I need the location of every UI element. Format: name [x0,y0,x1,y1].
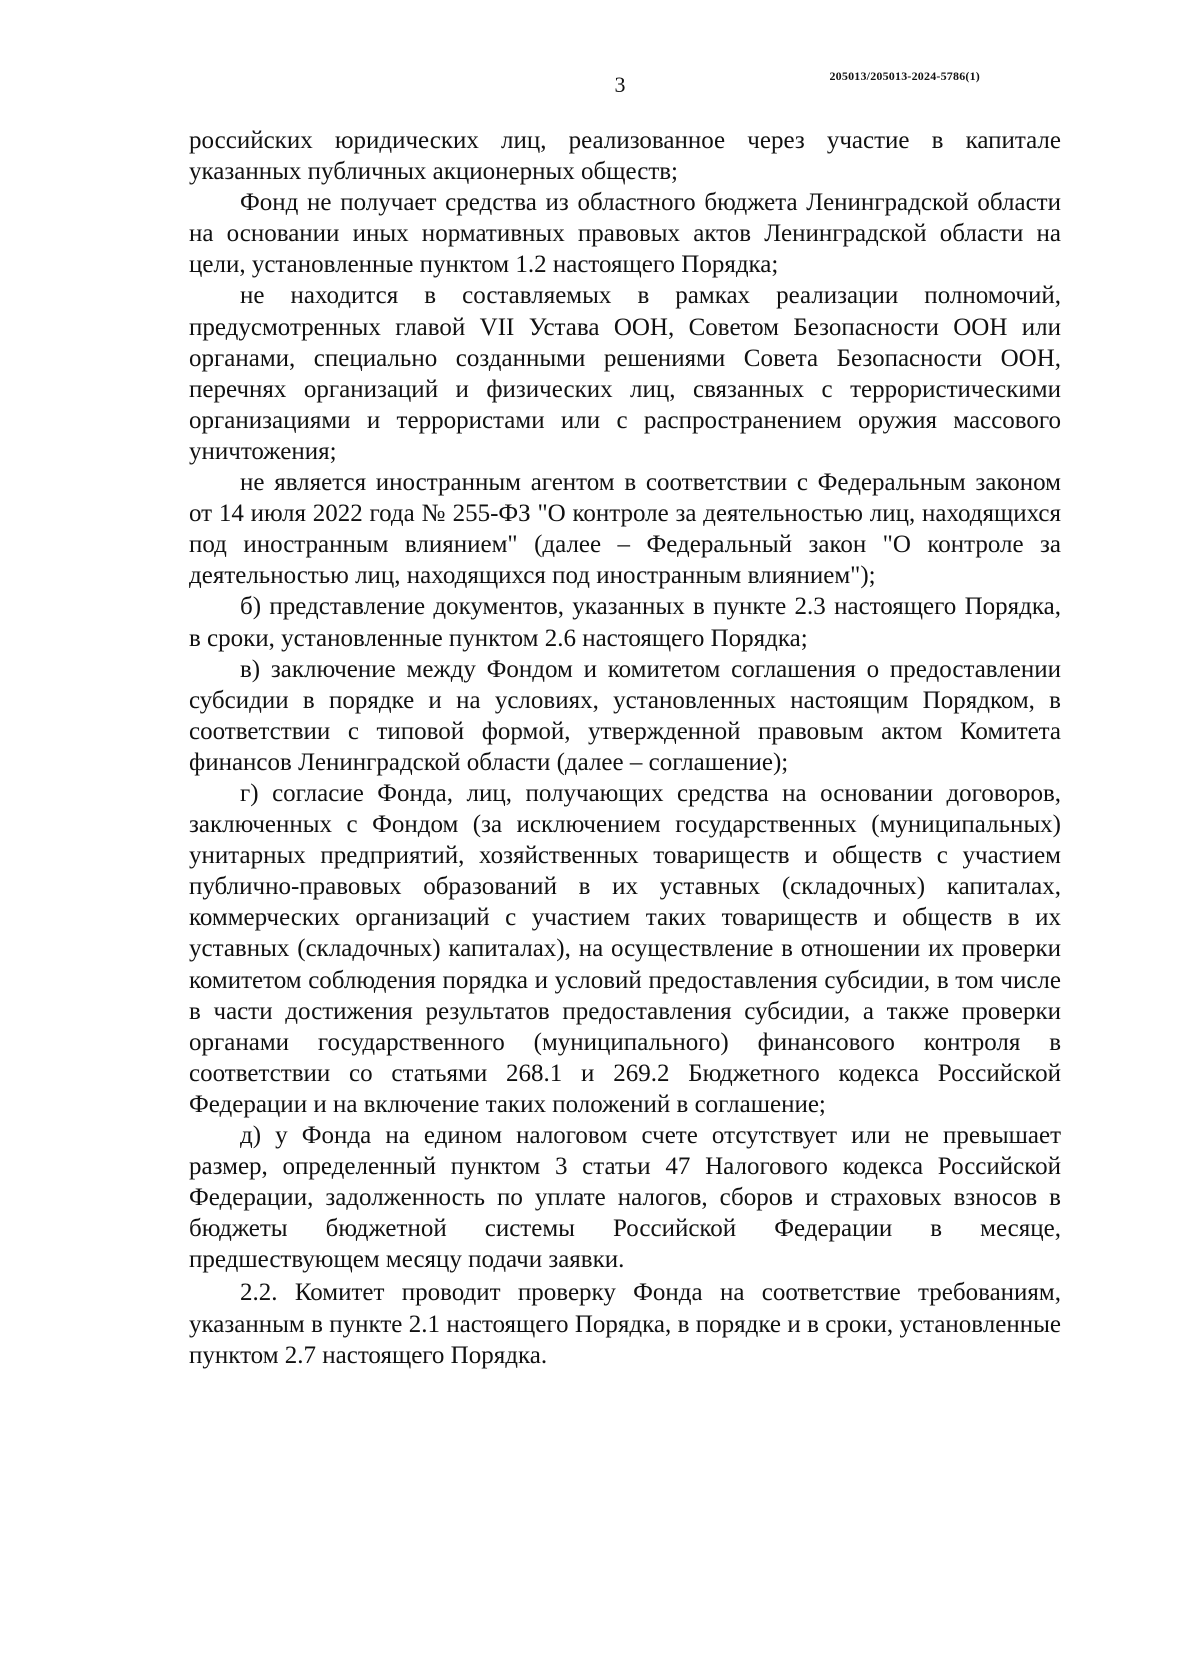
page-number: 3 [614,72,626,97]
paragraph-item-b: б) представление документов, указанных в пункте 2.3 настоящего Порядка, в сроки, установленные пунктом 2.6 настоящего Порядка; [189,593,1061,652]
paragraph-item-d: д) у Фонда на едином налоговом счете отсутствует или не превышает размер, определенный пунктом 3 статьи 47 Налогового кодекса Российской Федерации, задолженность по уплате налогов, сборов и страховых взносов в бюджеты бюджетной системы Российской Федерации в месяце, предшествующем месяцу подачи заявки. [189,1122,1061,1274]
paragraph-foreign-agent: не является иностранным агентом в соответствии с Федеральным законом от 14 июля 2022 года № 255-ФЗ "О контроле за деятельностью лиц, находящихся под иностранным влиянием" (далее – Федеральный закон "О контроле за деятельностью лиц, находящихся под иностранным влиянием"); [189,469,1061,590]
paragraph-item-g: г) согласие Фонда, лиц, получающих средства на основании договоров, заключенных с Фондом (за исключением государственных (муниципальных) унитарных предприятий, хозяйственных товариществ и обществ с участием публично-правовых образований в их уставных (складочных) капиталах, коммерческих организаций с участием таких товариществ и обществ в их уставных (складочных) капиталах), на осуществление в отношении их проверки комитетом соблюдения порядка и условий предоставления субсидии, в том числе в части достижения результатов предоставления субсидии, а также проверки органами государственного (муниципального) финансового контроля в соответствии со статьями 268.1 и 269.2 Бюджетного кодекса Российской Федерации и на включение таких положений в соглашение; [189,779,1061,1118]
paragraph-item-v: в) заключение между Фондом и комитетом соглашения о предоставлении субсидии в порядке и на условиях, установленных настоящим Порядком, в соответствии с типовой формой, утвержденной правовым актом Комитета финансов Ленинградской области (далее – соглашение); [189,655,1061,776]
document-code: 205013/205013-2024-5786(1) [829,69,980,83]
paragraph-continuation: российских юридических лиц, реализованное через участие в капитале указанных публичных акционерных обществ; [189,127,1061,186]
paragraph-2-2: 2.2. Комитет проводит проверку Фонда на соответствие требованиям, указанным в пункте 2.1 настоящего Порядка, в порядке и в сроки, установленные пунктом 2.7 настоящего Порядка. [189,1279,1061,1369]
document-body [189,125,1061,1371]
paragraph-un-lists: не находится в составляемых в рамках реализации полномочий, предусмотренных главой VII Устава ООН, Советом Безопасности ООН или органами, специально созданными решениями Совета Безопасности ООН, перечнях организаций и физических лиц, связанных с террористическими организациями и террористами или с распространением оружия массового уничтожения; [189,282,1061,465]
paragraph-fund-budget: Фонд не получает средства из областного бюджета Ленинградской области на основании иных нормативных правовых актов Ленинградской области на цели, установленные пунктом 1.2 настоящего Порядка; [189,189,1061,279]
